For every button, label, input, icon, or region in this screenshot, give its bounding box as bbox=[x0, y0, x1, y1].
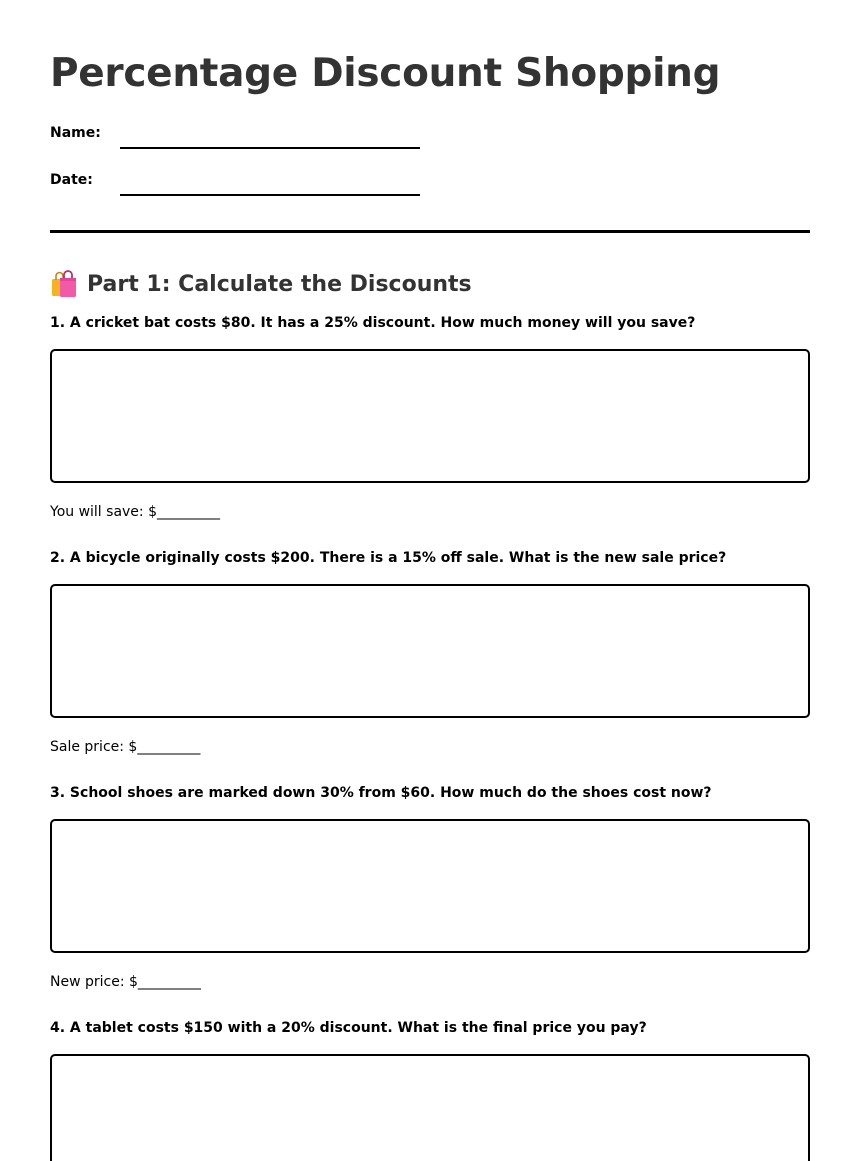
part1-heading bbox=[50, 267, 810, 301]
question-3: 3. School shoes are marked down 30% from $60. How much do the shoes cost now? bbox=[50, 785, 712, 801]
name-field-row bbox=[50, 119, 810, 143]
header-divider bbox=[50, 230, 810, 233]
work-box-3[interactable] bbox=[50, 819, 810, 953]
shopping-bags-icon bbox=[50, 270, 78, 298]
question-1: 1. A cricket bat costs $80. It has a 25% discount. How much money will you save? bbox=[50, 315, 696, 331]
name-input-line[interactable] bbox=[120, 133, 420, 149]
name-label: Name: bbox=[50, 125, 101, 141]
date-input-line[interactable] bbox=[120, 180, 420, 196]
work-box-4[interactable] bbox=[50, 1054, 810, 1161]
page-title: Percentage Discount Shopping bbox=[50, 51, 721, 96]
date-label: Date: bbox=[50, 172, 93, 188]
answer-line-3: New price: $_________ bbox=[50, 974, 201, 990]
question-4: 4. A tablet costs $150 with a 20% discount. What is the final price you pay? bbox=[50, 1020, 647, 1036]
answer-line-1: You will save: $_________ bbox=[50, 504, 220, 520]
work-box-2[interactable] bbox=[50, 584, 810, 718]
question-2: 2. A bicycle originally costs $200. There is a 15% off sale. What is the new sale price? bbox=[50, 550, 727, 566]
work-box-1[interactable] bbox=[50, 349, 810, 483]
answer-line-2: Sale price: $_________ bbox=[50, 739, 201, 755]
date-field-row bbox=[50, 166, 810, 190]
part1-title: Part 1: Calculate the Discounts bbox=[87, 271, 472, 297]
